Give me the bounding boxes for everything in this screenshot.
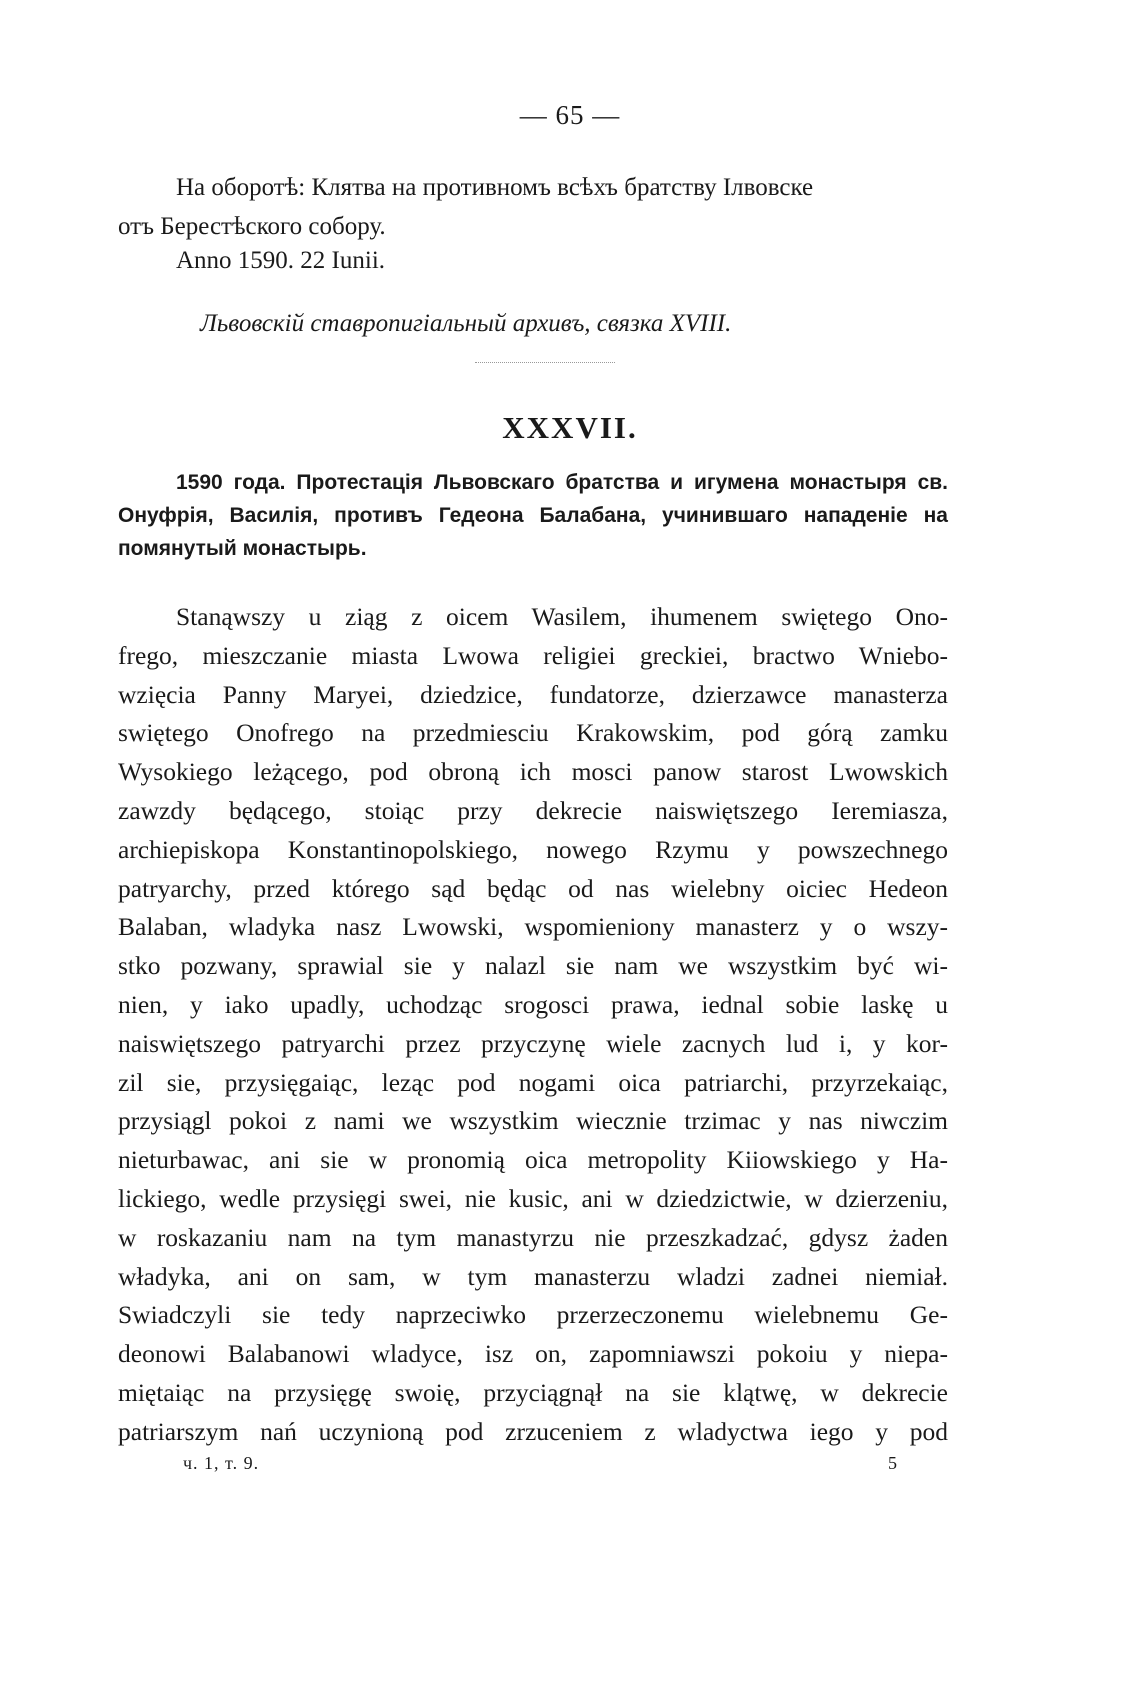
body-line: patriarszym nań uczynioną pod zrzuceniem z wladyctwa iego y pod xyxy=(118,1416,948,1446)
body-line: przysiągl pokoi z nami we wszystkim wiecznie trzimac y nas niwczim xyxy=(118,1106,948,1136)
summary-text: 1590 года. Протестація Львовскаго братства и игумена монастыря св. Онуфрія, Василія, противъ Гедеона Балабана, учинившаго нападеніе на помянутый монастырь. xyxy=(118,471,948,560)
body-line: swiętego Onofrego na przedmiesciu Krakowskim, pod górą zamku xyxy=(118,718,948,748)
body-line: w roskazaniu nam na tym manastyrzu nie przeszkadzać, gdysz żaden xyxy=(118,1222,948,1252)
page-number: — 65 — xyxy=(519,100,621,130)
body-line: patryarchy, przed którego sąd będąc od nas wielebny oiciec Hedeon xyxy=(118,873,948,903)
body-line: Balaban, wladyka nasz Lwowski, wspomieniony manasterz y o wszy- xyxy=(118,912,948,942)
body-line: frego, mieszczanie miasta Lwowa religiei greckiei, bractwo Wniebo- xyxy=(118,640,948,670)
body-line: lickiego, wedle przysięgi swei, nie kusic, ani w dziedzictwie, w dzierzeniu, xyxy=(118,1183,948,1213)
document-number: XXXVII. xyxy=(502,410,638,445)
ornament-divider xyxy=(475,362,615,363)
body-line: Stanąwszy u ziąg z oicem Wasilem, ihumenem swiętego Ono- xyxy=(176,602,948,631)
body-line: władyka, ani on sam, w tym manasterzu wladzi zadnei niemiał. xyxy=(118,1261,948,1291)
body-line: nieturbawac, ani sie w pronomią oica metropolity Kiiowskiego y Ha- xyxy=(118,1145,948,1175)
body-line: deonowi Balabanowi wladyce, isz on, zapomniawszi pokoiu y niepa- xyxy=(118,1339,948,1369)
document-summary xyxy=(118,466,948,565)
body-line: wzięcia Panny Maryei, dziedzice, fundatorze, dzierzawce manasterza xyxy=(118,679,948,709)
body-line: nien, y iako upadly, uchodząc srogosci prawa, iednal sobie laskę u xyxy=(118,989,948,1019)
signum-mark: 5 xyxy=(888,1453,897,1473)
verso-note xyxy=(118,168,948,246)
anno-date: Anno 1590. 22 Iunii. xyxy=(176,247,386,274)
verso-line-1: На оборотѣ: Клятва на противномъ всѣхъ братству Ілвовске xyxy=(176,174,814,201)
archive-source: Львовскій ставропигіальный архивъ, связка XVIII. xyxy=(200,310,732,337)
body-line: Swiadczyli sie tedy naprzeciwko przerzeczonemu wielebnemu Ge- xyxy=(118,1300,948,1330)
body-line: Wysokiego leżącego, pod obroną ich mosci panow starost Lwowskich xyxy=(118,757,948,787)
body-text xyxy=(118,598,948,1452)
body-line: stko pozwany, sprawial sie y nalazl sie nam we wszystkim być wi- xyxy=(118,951,948,981)
body-line: zil sie, przysięgaiąc, leząc pod nogami oica patriarchi, przyrzekaiąc, xyxy=(118,1067,948,1097)
body-line: archiepiskopa Konstantinopolskiego, nowego Rzymu y powszechnego xyxy=(118,834,948,864)
body-line: zawzdy będącego, stoiąc przy dekrecie naiswiętszego Ieremiasza, xyxy=(118,795,948,825)
body-line: naiswiętszego patryarchi przez przyczynę wiele zacnych lud i, y kor- xyxy=(118,1028,948,1058)
verso-line-2: отъ Берестѣского собору. xyxy=(118,213,386,240)
body-line: miętaiąc na przysięgę swoię, przyciągnął na sie klątwę, w dekrecie xyxy=(118,1377,948,1407)
signature-mark: ч. 1, т. 9. xyxy=(183,1453,260,1473)
